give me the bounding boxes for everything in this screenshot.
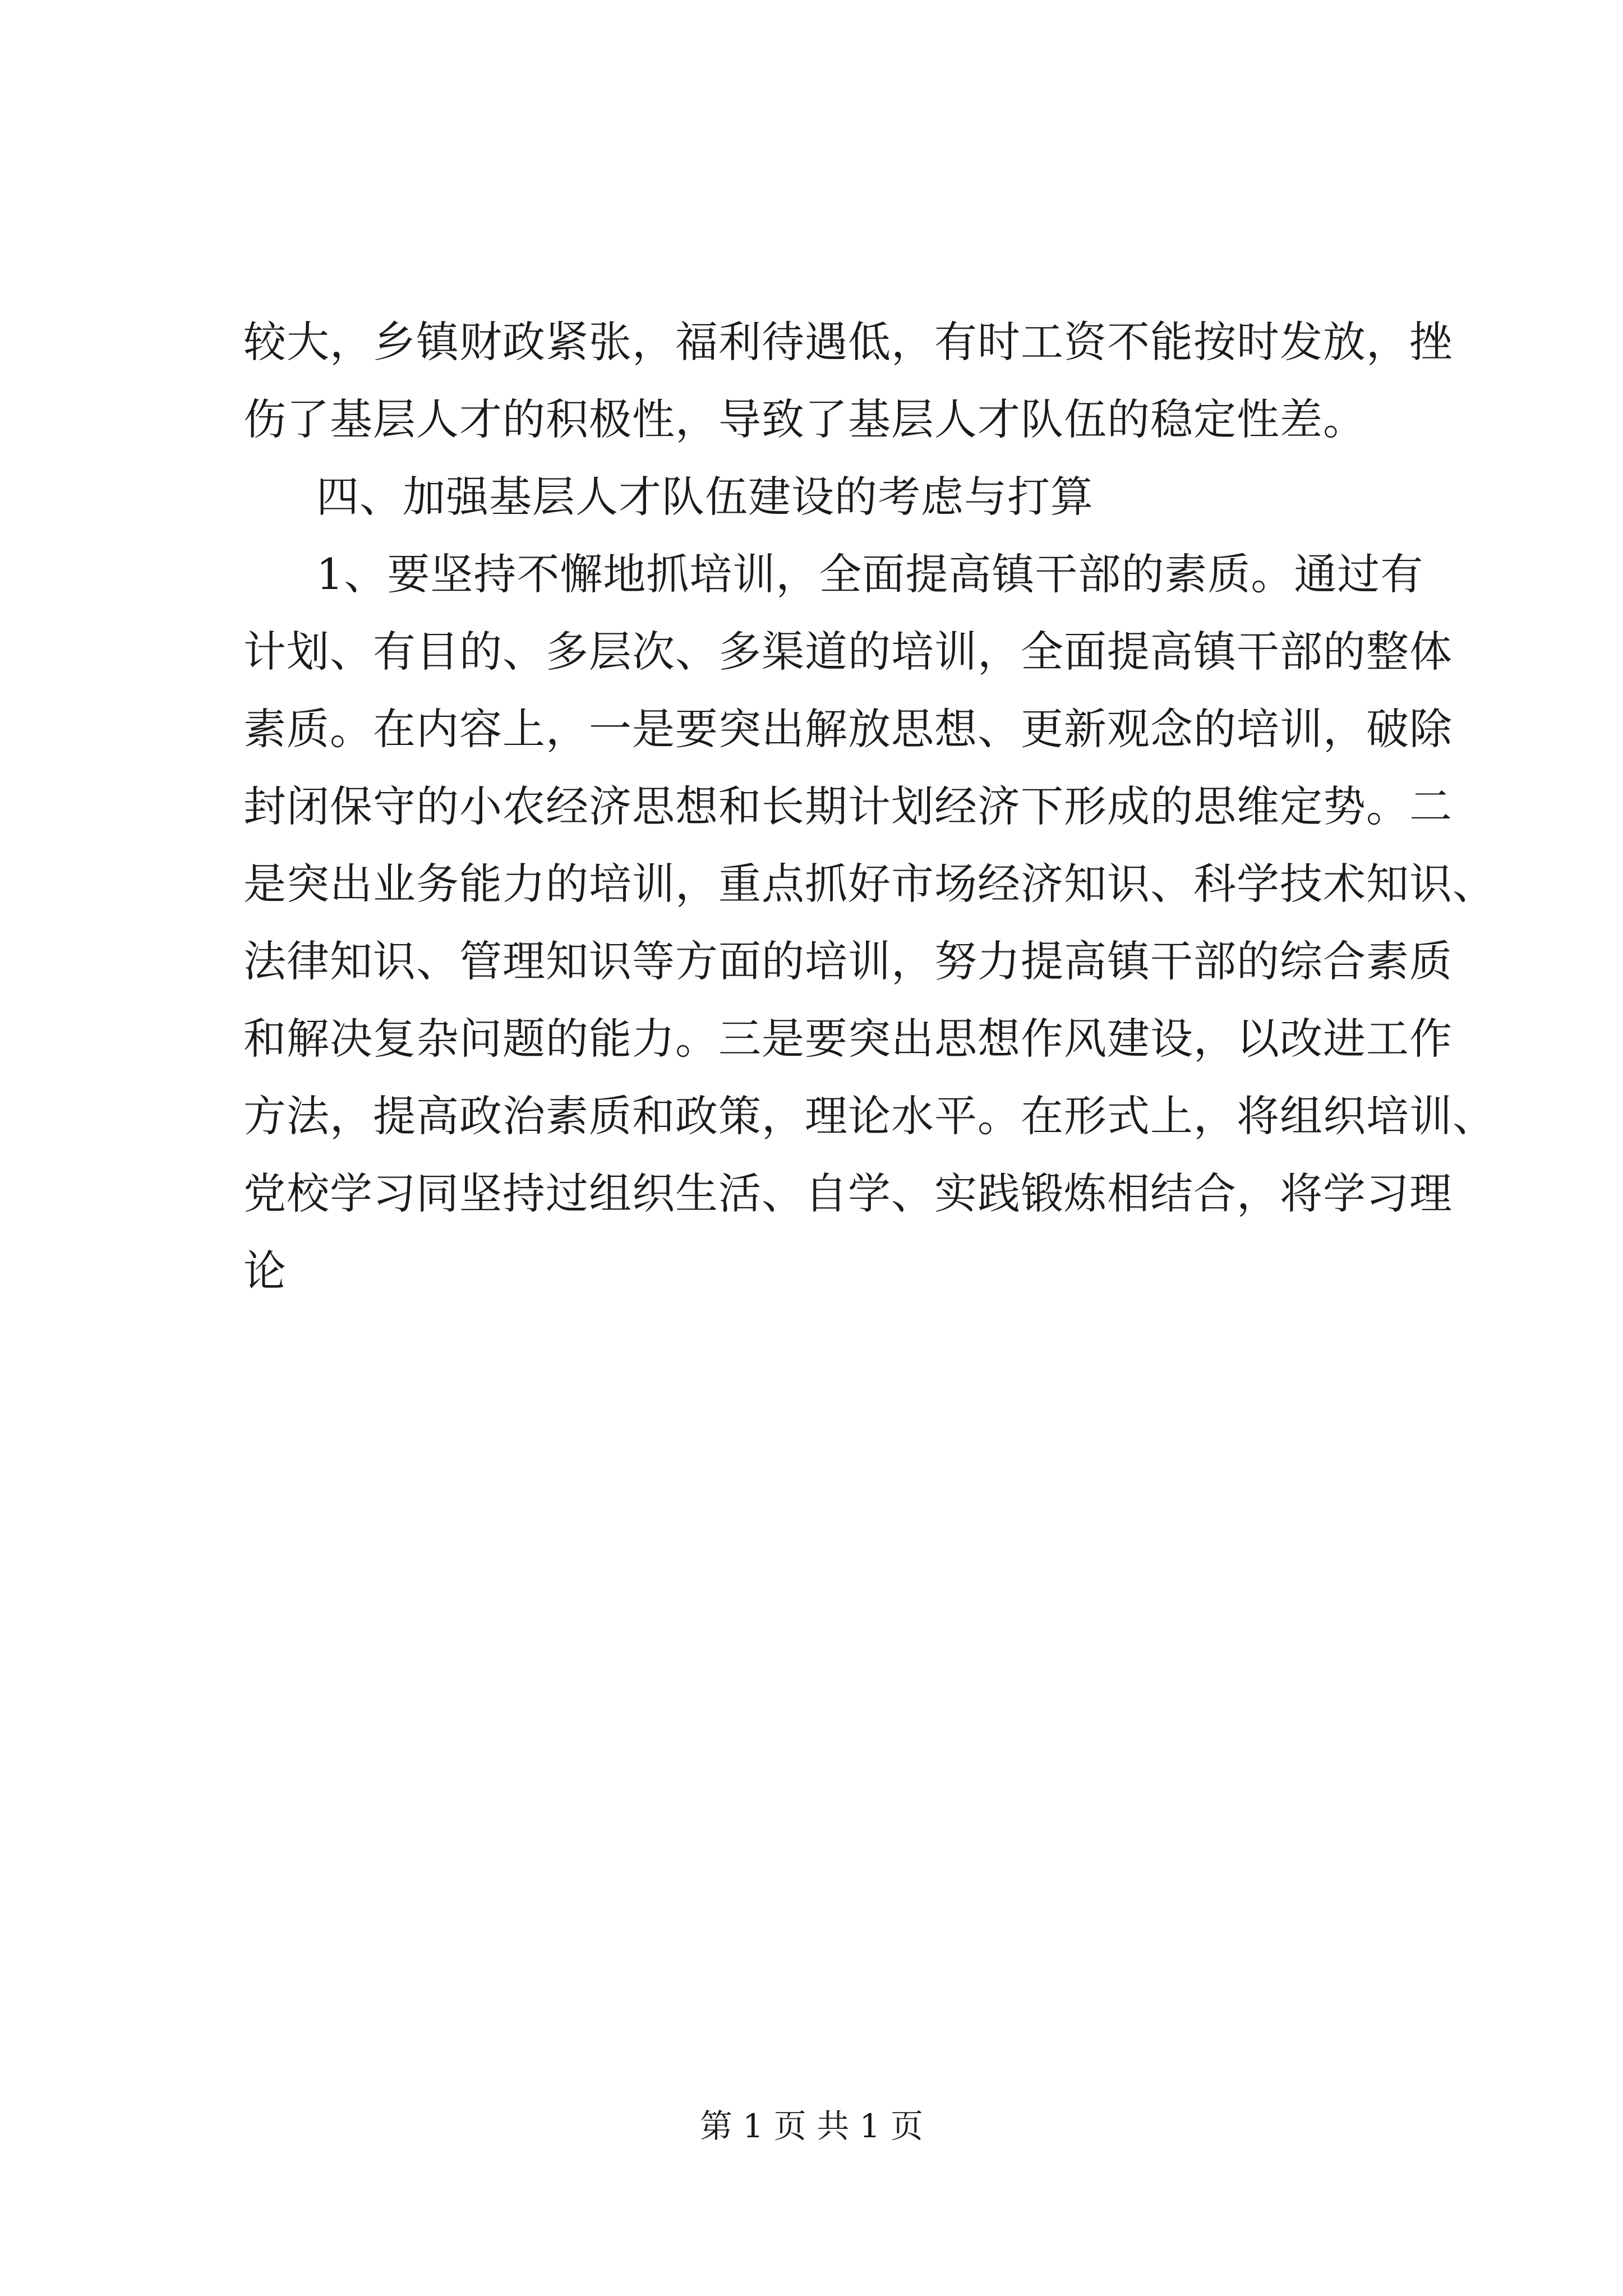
body-text-line: 素质。在内容上，一是要突出解放思想、更新观念的培训，破除 — [243, 704, 1453, 754]
body-text-line: 较大，乡镇财政紧张，福利待遇低，有时工资不能按时发放，挫 — [243, 317, 1453, 367]
body-text-line: 是突出业务能力的培训，重点抓好市场经济知识、科学技术知识、 — [243, 859, 1496, 909]
body-text-line: 1、要坚持不懈地抓培训，全面提高镇干部的素质。通过有 — [316, 549, 1424, 599]
body-text-line: 计划、有目的、多层次、多渠道的培训，全面提高镇干部的整体 — [243, 627, 1453, 677]
section-heading: 四、加强基层人才队伍建设的考虑与打算 — [316, 472, 1094, 522]
body-text-line: 和解决复杂问题的能力。三是要突出思想作风建设，以改进工作 — [243, 1014, 1453, 1064]
page-footer: 第 1 页 共 1 页 — [700, 2107, 923, 2145]
body-text-line: 论 — [243, 1246, 287, 1296]
body-text-line: 方法，提高政治素质和政策，理论水平。在形式上，将组织培训、 — [243, 1091, 1496, 1141]
body-text-line: 封闭保守的小农经济思想和长期计划经济下形成的思维定势。二 — [243, 781, 1453, 831]
body-text-line: 法律知识、管理知识等方面的培训，努力提高镇干部的综合素质 — [243, 936, 1453, 986]
body-text-line: 党校学习同坚持过组织生活、自学、实践锻炼相结合，将学习理 — [243, 1168, 1453, 1218]
body-text-line: 伤了基层人才的积极性，导致了基层人才队伍的稳定性差。 — [243, 394, 1366, 444]
